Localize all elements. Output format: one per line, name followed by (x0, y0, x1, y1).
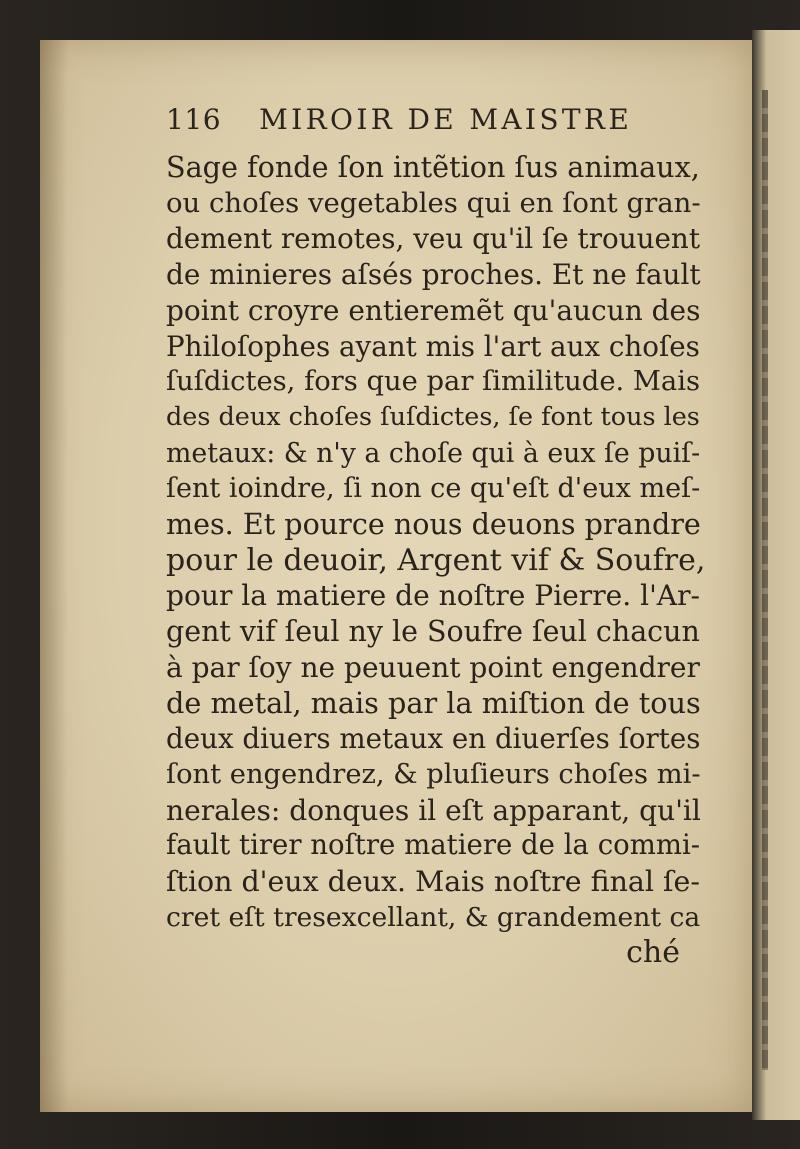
text-line: fault tirer noſtre matiere de la commi- (166, 829, 701, 862)
text-line: ou choſes vegetables qui en ſont gran- (166, 186, 701, 219)
text-line: à par ſoy ne peuuent point engendrer (166, 650, 700, 684)
body-text (166, 150, 706, 971)
text-line: point croyre entieremẽt qu'aucun des (166, 293, 701, 327)
catchword: ché (626, 935, 680, 971)
text-line: ſent ioindre, ſi non ce qu'eſt d'eux meſ- (166, 473, 701, 505)
text-line: pour le deuoir, Argent vif & Soufre, (166, 542, 706, 578)
text-line: ſont engendrez, & pluſieurs choſes mi- (166, 758, 701, 790)
text-line: dement remotes, veu qu'il ſe trouuent (166, 222, 700, 256)
text-line: gent vif ſeul ny le Soufre ſeul chacun (166, 615, 700, 649)
facing-page-edge (752, 30, 800, 1120)
text-line: ſuſdictes, fors que par ſimilitude. Mais (166, 366, 701, 398)
text-line: deux diuers metaux en diuerſes ſortes (166, 722, 701, 756)
text-line: mes. Et pource nous deuons prandre (166, 507, 701, 542)
text-line: des deux choſes ſuſdictes, ſe font tous les (166, 401, 700, 432)
text-line: Sage fonde ſon intẽtion ſus animaux, (166, 150, 700, 184)
page-number: 116 (166, 103, 222, 136)
page-gutter-shadow (40, 40, 68, 1112)
text-line: metaux: & n'y a choſe qui à eux ſe puiſ- (166, 437, 701, 469)
text-line: pour la matiere de noſtre Pierre. l'Ar- (166, 579, 700, 613)
running-head (166, 103, 686, 136)
running-title: MIROIR DE MAISTRE (259, 103, 633, 136)
text-line: de metal, mais par la miſtion de tous (166, 685, 701, 720)
text-line: ſtion d'eux deux. Mais noſtre final ſe- (166, 865, 700, 899)
facing-page-text-fragments (762, 90, 768, 1070)
text-line: Philoſophes ayant mis l'art aux choſes (166, 329, 700, 363)
text-line: nerales: donques il eſt apparant, qu'il (166, 793, 701, 827)
text-line: de minieres aſsés proches. Et ne fault (166, 258, 701, 292)
text-line: cret eſt tresexcellant, & grandement ca (166, 901, 701, 933)
